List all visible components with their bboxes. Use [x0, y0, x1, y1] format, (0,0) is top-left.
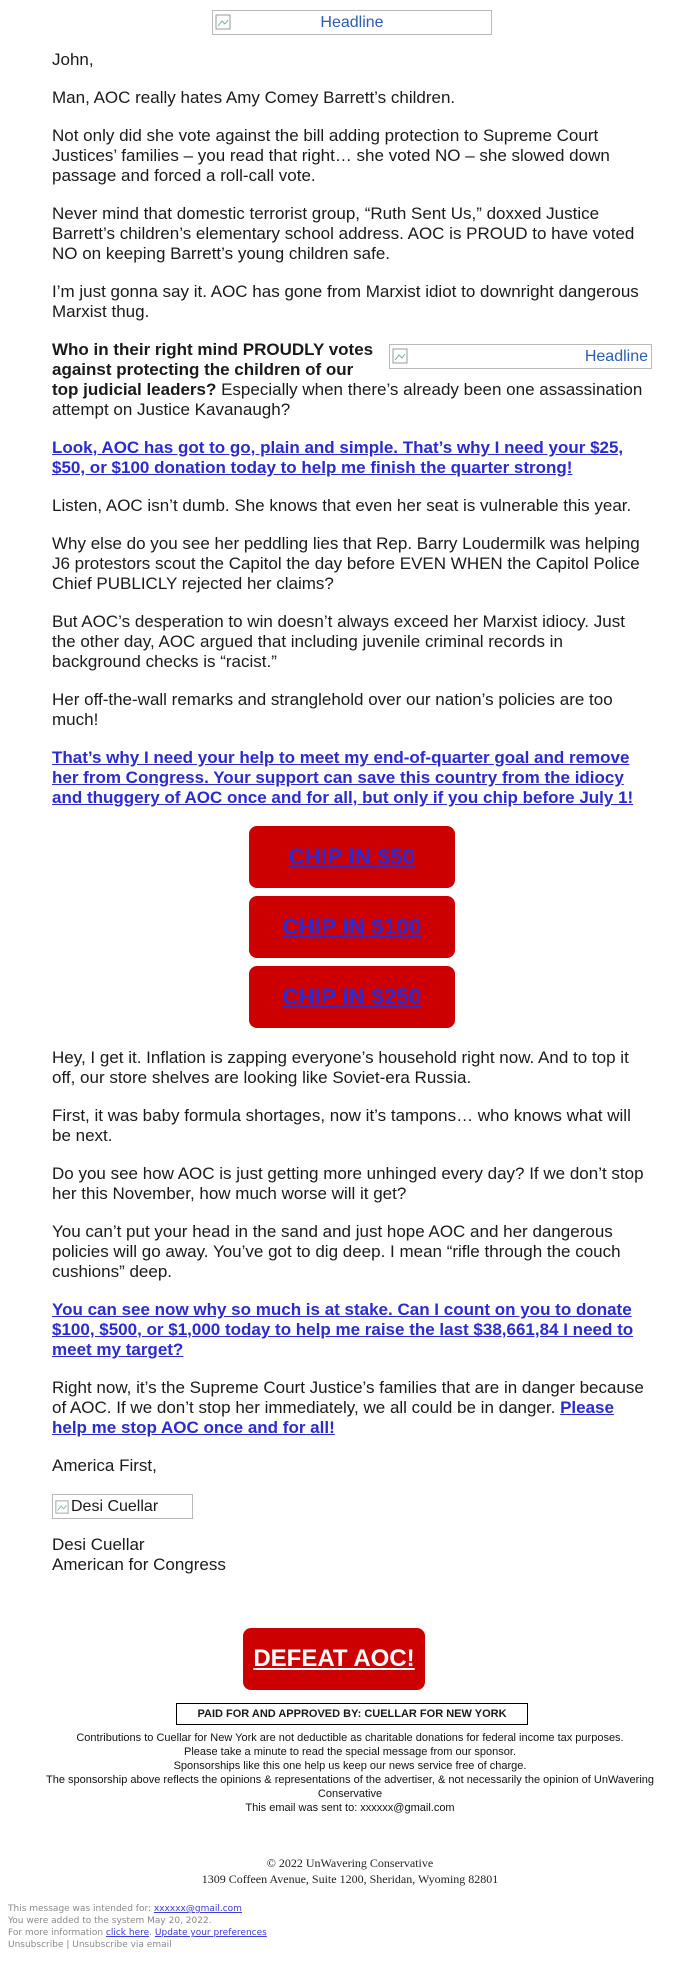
paragraph-5 [52, 340, 652, 420]
paragraph-9: Her off-the-wall remarks and stranglehold over our nation’s policies are too much! [52, 690, 613, 729]
paragraph-1: Man, AOC really hates Amy Comey Barrett’s children. [52, 88, 456, 107]
paragraph-14 [52, 1378, 652, 1438]
paragraph-5-bold: Who in their right mind PROUDLY votes against protecting the children of our top judicial leaders? [52, 340, 374, 399]
broken-image-icon [392, 348, 408, 364]
intended-prefix: This message was intended for: [8, 1904, 154, 1914]
donate-link-3[interactable]: You can see now why so much is at stake. Can I count on you to donate $100, $500, or $1,000 today to help me raise the last $38,661,84 I need to meet my target? [52, 1300, 634, 1359]
signature-image-alt: Desi Cuellar [71, 1497, 159, 1515]
paragraph-10: Hey, I get it. Inflation is zapping everyone’s household right now. And to top it off, our store shelves are looking like Soviet-era Russia. [52, 1048, 629, 1087]
unsubscribe-line[interactable]: Unsubscribe | Unsubscribe via email [8, 1940, 172, 1950]
header-image-alt: Headline [320, 13, 384, 31]
broken-image-icon [215, 14, 231, 30]
chip-in-50-button[interactable]: CHIP IN $50 [249, 826, 455, 888]
paragraph-5-rest: Especially when there’s already been one assassination attempt on Justice Kavanaugh? [52, 380, 643, 419]
separator: . [149, 1928, 155, 1938]
broken-image-icon [55, 1500, 69, 1514]
paragraph-7: Why else do you see her peddling lies that Rep. Barry Loudermilk was helping J6 protestors scout the Capitol the day before EVEN WHEN the Capitol Police Chief PUBLICLY rejected her claims? [52, 534, 640, 593]
paragraph-2: Not only did she vote against the bill adding protection to Supreme Court Justices’ families – you read that right… she voted NO – she slowed down passage and forced a roll-call vote. [52, 126, 610, 185]
greeting: John, [52, 50, 94, 69]
paragraph-13: You can’t put your head in the sand and just hope AOC and her dangerous policies will go away. You’ve got to dig deep. I mean “rifle through the couch cushions” deep. [52, 1222, 621, 1281]
paragraph-3: Never mind that domestic terrorist group, “Ruth Sent Us,” doxxed Justice Barrett’s children’s elementary school address. AOC is PROUD to have voted NO on keeping Barrett’s young children safe. [52, 204, 635, 263]
paid-for-disclaimer: PAID FOR AND APPROVED BY: CUELLAR FOR NEW YORK [176, 1703, 528, 1725]
paragraph-4: I’m just gonna say it. AOC has gone from Marxist idiot to downright dangerous Marxist thug. [52, 282, 639, 321]
added-line: You were added to the system May 20, 2022. [8, 1916, 212, 1926]
intended-email-link[interactable]: xxxxxx@gmail.com [153, 1904, 242, 1914]
tax-disclaimer: Contributions to Cuellar for New York are not deductible as charitable donations for federal income tax purposes. [76, 1732, 624, 1744]
intended-for-line [8, 1903, 608, 1915]
chip-in-250-button[interactable]: CHIP IN $250 [249, 966, 455, 1028]
defeat-aoc-button[interactable]: DEFEAT AOC! [243, 1628, 425, 1690]
header-image [212, 10, 492, 35]
sponsor-message-note: Please take a minute to read the special message from our sponsor. [183, 1746, 516, 1758]
paragraph-12: Do you see how AOC is just getting more unhinged every day? If we don’t stop her this November, how much worse will it get? [52, 1164, 644, 1203]
copyright-block [0, 1855, 700, 1887]
sender-title: American for Congress [52, 1555, 226, 1574]
donate-link-2[interactable]: That’s why I need your help to meet my end-of-quarter goal and remove her from Congress. Your support can save this country from the idiocy and thuggery of AOC once and for all, but only if you chip before July 1! [52, 748, 634, 807]
sender-name: Desi Cuellar [52, 1535, 145, 1554]
sponsorship-note: Sponsorships like this one help us keep our news service free of charge. [173, 1760, 527, 1772]
signature-image [52, 1494, 193, 1519]
more-info-line [8, 1927, 608, 1939]
legal-notices [28, 1731, 672, 1815]
paragraph-6: Listen, AOC isn’t dumb. She knows that even her seat is vulnerable this year. [52, 496, 632, 515]
sent-to-note: This email was sent to: xxxxxx@gmail.com [245, 1802, 455, 1814]
paragraph-8: But AOC’s desperation to win doesn’t always exceed her Marxist idiocy. Just the other day, AOC argued that including juvenile criminal records in background checks is “racist.” [52, 612, 625, 671]
address-line: 1309 Coffeen Avenue, Suite 1200, Sheridan, Wyoming 82801 [201, 1872, 499, 1886]
click-here-link[interactable]: click here [105, 1928, 150, 1938]
inline-headline-image [389, 344, 652, 369]
chip-in-100-button[interactable]: CHIP IN $100 [249, 896, 455, 958]
inline-image-alt: Headline [584, 347, 648, 365]
donate-link-4[interactable]: Please help me stop AOC once and for all! [52, 1398, 614, 1437]
more-prefix: For more information [8, 1928, 106, 1938]
copyright-line: © 2022 UnWavering Conservative [266, 1856, 434, 1870]
paragraph-14-text: Right now, it’s the Supreme Court Justice’s families that are in danger because of AOC. If we don’t stop her immediately, we all could be in danger. [52, 1378, 644, 1417]
signature-block [52, 1535, 652, 1575]
footer [8, 1903, 608, 1951]
email-body [52, 50, 652, 1593]
chip-in-buttons [52, 826, 652, 1028]
paragraph-11: First, it was baby formula shortages, now it’s tampons… who knows what will be next. [52, 1106, 631, 1145]
donate-link-1[interactable]: Look, AOC has got to go, plain and simple. That’s why I need your $25, $50, or $100 donation today to help me finish the quarter strong! [52, 438, 624, 477]
closing: America First, [52, 1456, 157, 1475]
sponsor-opinion-note: The sponsorship above reflects the opinions & representations of the advertiser, & not necessarily the opinion of UnWavering Conservative [46, 1774, 654, 1800]
update-preferences-link[interactable]: Update your preferences [154, 1928, 267, 1938]
